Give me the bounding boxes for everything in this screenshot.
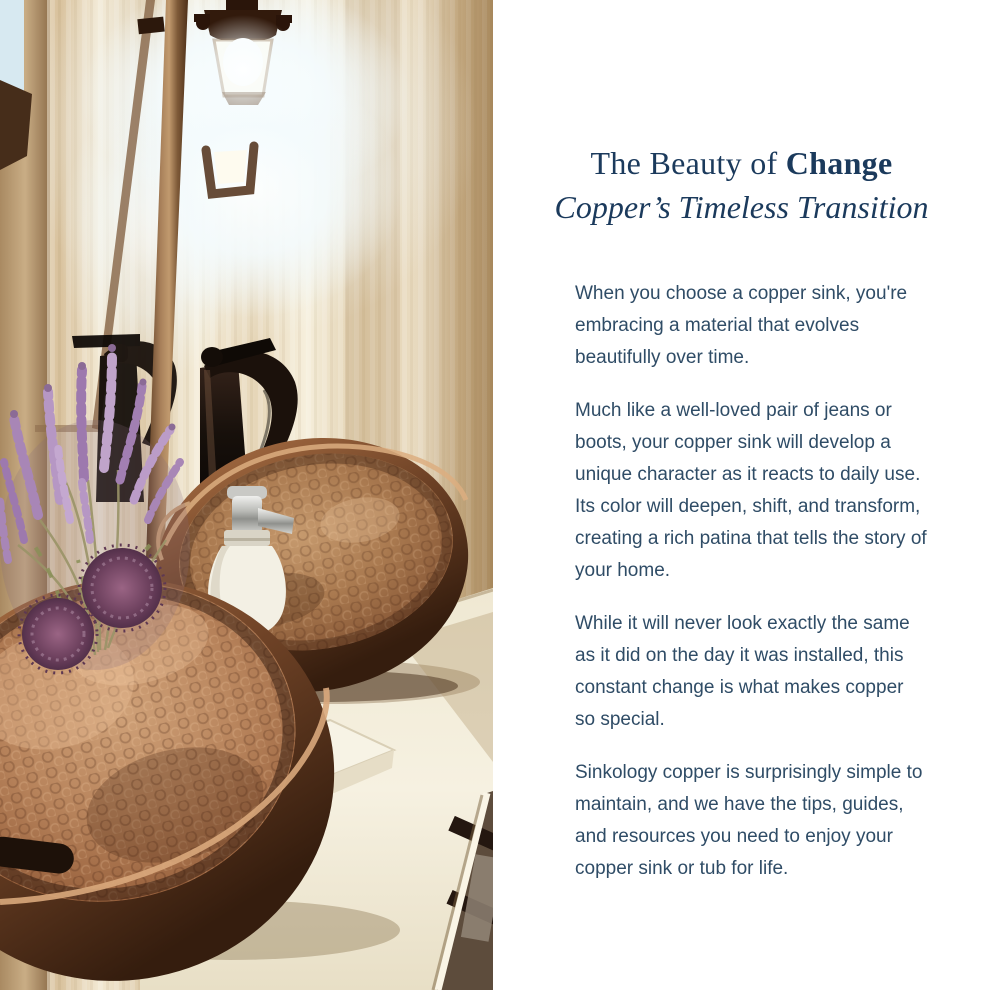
body-paragraph: Sinkology copper is surprisingly simple to maintain, and we have the tips, guides, and resources you need to enjoy your copper sink or tub for life. [575,762,923,879]
body-paragraph: Much like a well-loved pair of jeans or boots, your copper sink will develop a unique character as it reacts to daily use. Its color will deepen, shift, and transform, creating a rich patina that tells the story of your home. [575,400,927,581]
body-copy [493,278,927,885]
headline-regular: The Beauty of [590,145,786,181]
body-paragraph: When you choose a copper sink, you're embracing a material that evolves beautifully over time. [575,283,908,368]
text-panel [493,0,990,990]
subheadline: Copper’s Timeless Transition [554,189,929,225]
headline-bold: Change [785,145,893,181]
body-paragraph: While it will never look exactly the same as it did on the day it was installed, this constant change is what makes copper so special. [575,613,910,730]
pole-clamp [137,17,164,35]
bathroom-photo [0,0,493,990]
headline [493,142,990,184]
